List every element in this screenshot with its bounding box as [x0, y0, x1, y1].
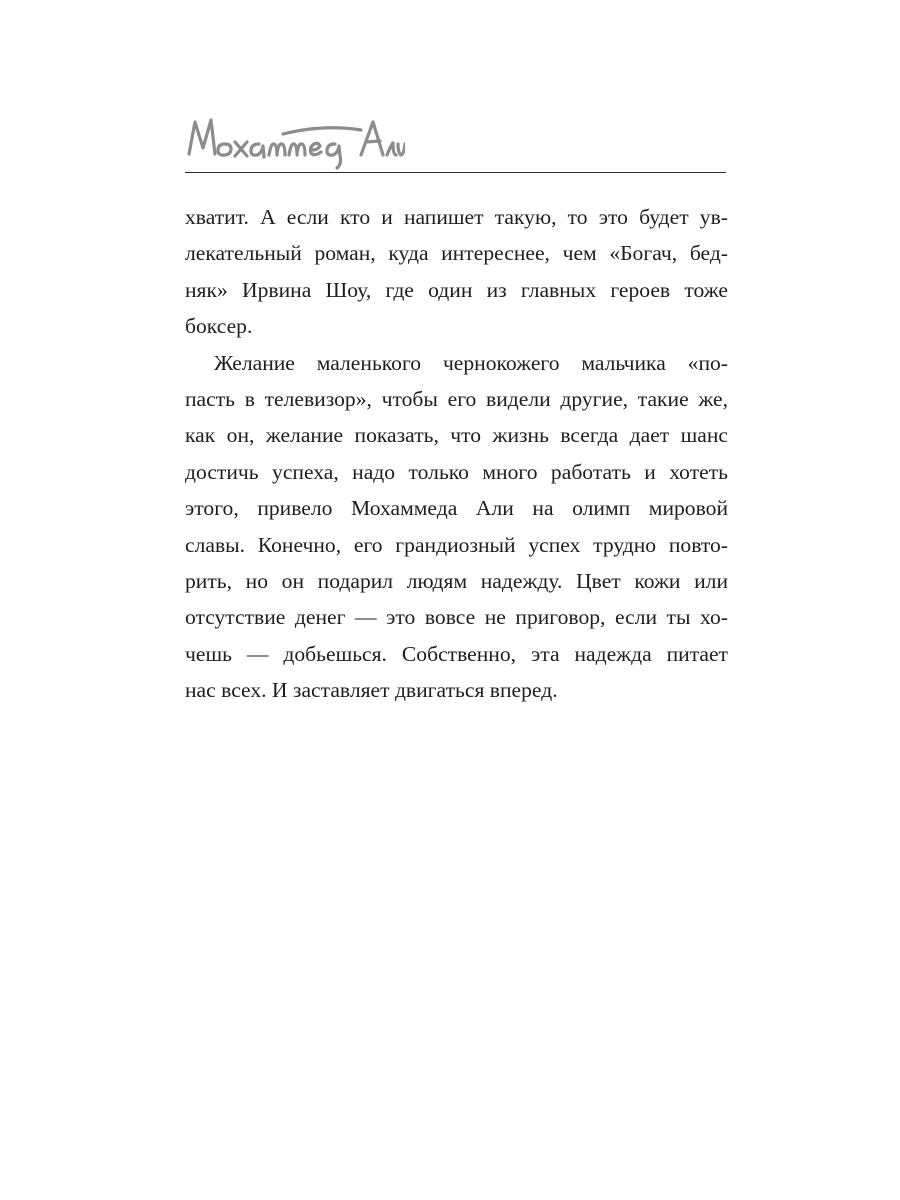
running-head-handwritten-title	[185, 108, 405, 178]
paragraph	[185, 199, 728, 345]
text-line: Желание маленького чернокожего мальчика «по-	[214, 350, 728, 375]
text-line: хватит. А если кто и напишет такую, то это будет ув-	[185, 205, 728, 229]
text-line: славы. Конечно, его грандиозный успех трудно повто-	[185, 532, 728, 557]
body-text	[185, 199, 728, 709]
text-line: чешь — добьешься. Собственно, эта надежда питает	[185, 641, 728, 666]
text-line: рить, но он подарил людям надежду. Цвет кожи или	[185, 569, 728, 594]
text-line: лекательный роман, куда интереснее, чем «Богач, бед-	[185, 241, 728, 266]
running-head	[185, 108, 726, 178]
text-line: как он, желание показать, что жизнь всегда дает шанс	[185, 423, 728, 448]
text-line: достичь успеха, надо только много работать и хотеть	[185, 459, 728, 484]
text-line: отсутствие денег — это вовсе не приговор, если ты хо-	[185, 605, 728, 630]
text-line: пасть в телевизор», чтобы его видели другие, такие же,	[185, 387, 728, 412]
text-line: боксер.	[185, 314, 253, 339]
text-line: этого, привело Мохаммеда Али на олимп мировой	[185, 496, 728, 521]
header-rule	[185, 172, 726, 173]
paragraph	[185, 345, 728, 709]
text-line: няк» Ирвина Шоу, где один из главных героев тоже	[185, 277, 728, 302]
text-line: нас всех. И заставляет двигаться вперед.	[185, 678, 558, 703]
